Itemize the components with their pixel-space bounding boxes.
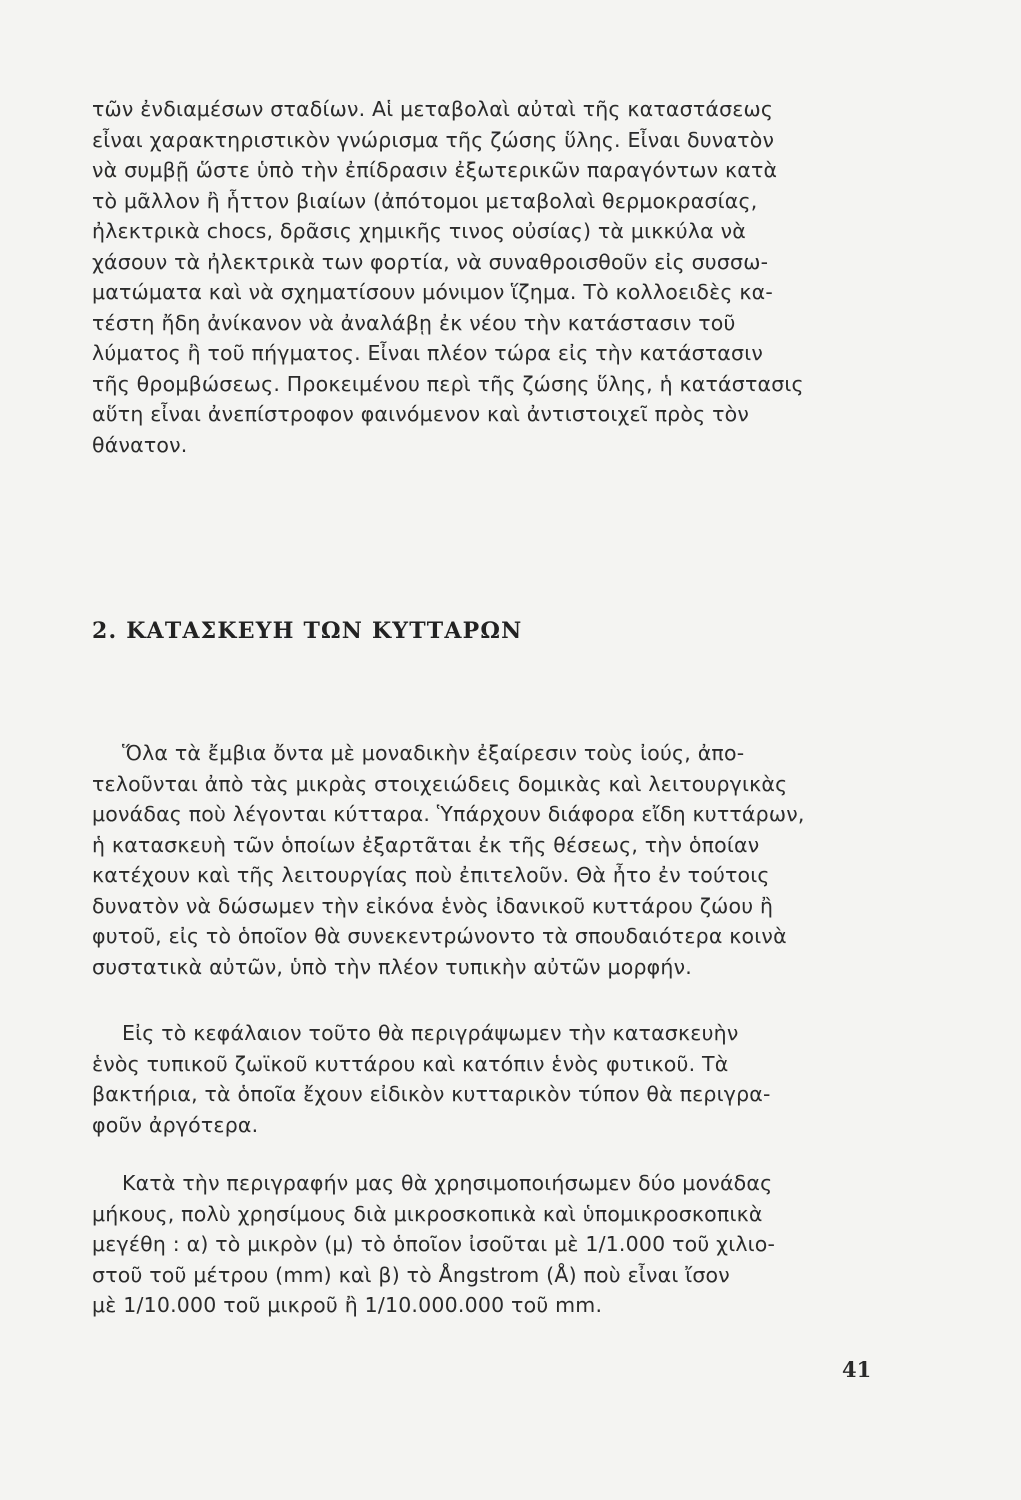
text-line: ἑνὸς τυπικοῦ ζωϊκοῦ κυττάρου καὶ κατόπιν ἑνὸς φυτικοῦ. Τὰ [92,1051,729,1076]
text-line: δυνατὸν νὰ δώσωμεν τὴν εἰκόνα ἑνὸς ἰδανικοῦ κυττάρου ζώου ἢ [92,893,774,918]
text-line: ματώματα καὶ νὰ σχηματίσουν μόνιμον ἵζημα. Τὸ κολλοειδὲς κα- [92,280,773,304]
text-line: φυτοῦ, εἰς τὸ ὁποῖον θὰ συνεκεντρώνοντο τὰ σπουδαιότερα κοινὰ [92,924,787,948]
text-line: Εἰς τὸ κεφάλαιον τοῦτο θὰ περιγράψωμεν τὴν κατασκευὴν [122,1021,739,1045]
text-line: κατέχουν καὶ τῆς λειτουργίας ποὺ ἐπιτελοῦν. Θὰ ἦτο ἐν τούτοις [92,863,770,887]
text-line: θάνατον. [92,432,188,457]
text-line: χάσουν τὰ ἠλεκτρικὰ των φορτία, νὰ συναθροισθοῦν εἰς συσσω- [92,249,769,274]
text-line: βακτήρια, τὰ ὁποῖα ἔχουν εἰδικὸν κυτταρικὸν τύπον θὰ περιγρα- [92,1082,771,1106]
continued-paragraph [92,94,882,460]
text-line: μήκους, πολὺ χρησίμους διὰ μικροσκοπικὰ καὶ ὑπομικροσκοπικὰ [92,1201,763,1226]
text-line: Ὅλα τὰ ἔμβια ὄντα μὲ μοναδικὴν ἐξαίρεσιν τοὺς ἰούς, ἀπο- [122,741,745,765]
text-line: Κατὰ τὴν περιγραφήν μας θὰ χρησιμοποιήσωμεν δύο μονάδας [122,1171,773,1195]
text-line: στοῦ τοῦ μέτρου (mm) καὶ β) τὸ Ångstrom (Å) ποὺ εἶναι ἴσον [92,1262,730,1287]
text-line: ἠλεκτρικὰ chocs, δρᾶσις χημικῆς τινος οὐσίας) τὰ μικκύλα νὰ [92,219,746,243]
text-line: τῆς θρομβώσεως. Προκειμένου περὶ τῆς ζώσης ὕλης, ἡ κατάστασις [92,371,804,396]
text-line: νὰ συμβῇ ὥστε ὑπὸ τὴν ἐπίδρασιν ἐξωτερικῶν παραγόντων κατὰ [92,158,778,182]
text-line: μεγέθη : α) τὸ μικρὸν (μ) τὸ ὁποῖον ἰσοῦται μὲ 1/1.000 τοῦ χιλιο- [92,1232,776,1256]
text-line: αὕτη εἶναι ἀνεπίστροφον φαινόμενον καὶ ἀντιστοιχεῖ πρὸς τὸν [92,402,750,426]
paragraph-units [92,1168,882,1321]
section-heading: 2. ΚΑΤΑΣΚΕΥΗ ΤΩΝ ΚΥΤΤΑΡΩΝ [92,618,523,644]
text-line: λύματος ἢ τοῦ πήγματος. Εἶναι πλέον τώρα εἰς τὴν κατάστασιν [92,341,763,365]
text-line: τῶν ἐνδιαμέσων σταδίων. Αἱ μεταβολαὶ αὐταὶ τῆς καταστάσεως [92,97,774,121]
text-line: τὸ μᾶλλον ἢ ἧττον βιαίων (ἀπότομοι μεταβολαὶ θερμοκρασίας, [92,188,758,213]
text-line: συστατικὰ αὐτῶν, ὑπὸ τὴν πλέον τυπικὴν αὐτῶν μορφήν. [92,954,692,979]
paragraph-chapter-scope [92,1018,882,1140]
text-line: ἡ κατασκευὴ τῶν ὁποίων ἐξαρτᾶται ἐκ τῆς θέσεως, τὴν ὁποίαν [92,832,760,857]
text-line: τελοῦνται ἀπὸ τὰς μικρὰς στοιχειώδεις δομικὰς καὶ λειτουργικὰς [92,771,788,796]
text-line: μὲ 1/10.000 τοῦ μικροῦ ἢ 1/10.000.000 τοῦ mm. [92,1293,603,1317]
paragraph-cells-intro [92,738,882,982]
text-line: φοῦν ἀργότερα. [92,1112,259,1137]
text-line: εἶναι χαρακτηριστικὸν γνώρισμα τῆς ζώσης ὕλης. Εἶναι δυνατὸν [92,127,775,152]
page-number: 41 [842,1357,872,1382]
text-line: μονάδας ποὺ λέγονται κύτταρα. Ὑπάρχουν διάφορα εἴδη κυττάρων, [92,802,805,826]
text-line: τέστη ἤδη ἀνίκανον νὰ ἀναλάβῃ ἐκ νέου τὴν κατάστασιν τοῦ [92,310,736,335]
